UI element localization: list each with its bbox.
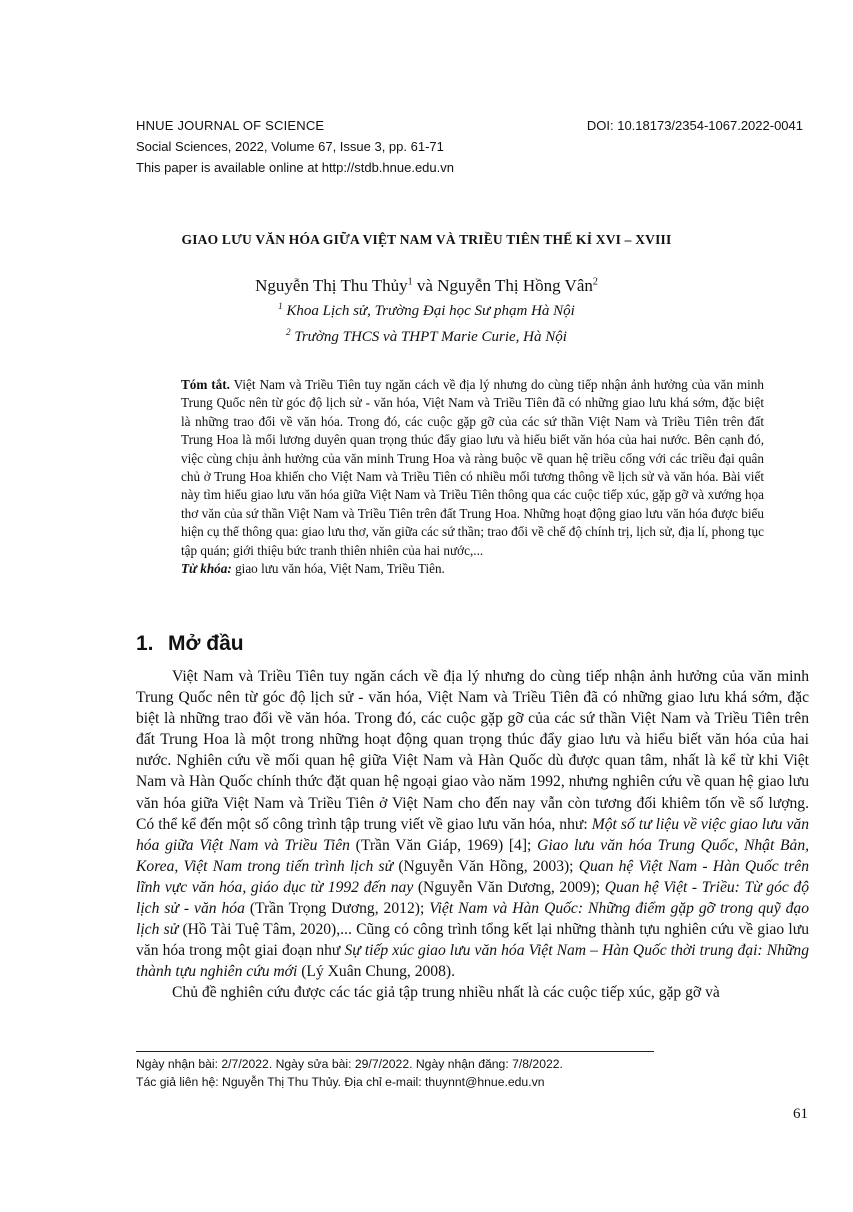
online-availability: This paper is available online at http://stdb.hnue.edu.vn	[136, 160, 454, 175]
footnote-divider	[136, 1051, 654, 1052]
paper-title: GIAO LƯU VĂN HÓA GIỮA VIỆT NAM VÀ TRIỀU TIÊN THẾ KỈ XVI – XVIII	[181, 232, 672, 247]
affiliation-2-mark: 2	[286, 327, 291, 337]
section-title: Mở đầu	[168, 632, 244, 655]
keywords-line	[181, 560, 764, 578]
reference-citation: (Nguyễn Văn Hồng, 2003);	[393, 857, 579, 875]
doi: DOI: 10.18173/2354-1067.2022-0041	[586, 118, 803, 133]
journal-name: HNUE JOURNAL OF SCIENCE	[136, 118, 325, 133]
abstract-text: Việt Nam và Triều Tiên tuy ngăn cách về địa lý nhưng do cùng tiếp nhận ảnh hưởng của văn minh Trung Quốc nên từ góc độ lịch sử - văn hóa, Việt Nam và Triều Tiên đã có những giao lưu khá sớm, đặc biệt là những trao đổi về văn hóa. Trong đó, các cuộc gặp gỡ của các sứ thần Việt Nam và Triều Tiên trên đất Trung Hoa là mối lương duyên quan trọng thúc đẩy giao lưu và hiểu biết văn hóa của hai nước. Bên cạnh đó, việc cùng chịu ảnh hưởng của văn minh Trung Hoa và ràng buộc về quan hệ triều cống với các triều đại quân chủ ở Trung Hoa khiến cho Việt Nam và Triều Tiên có nhiều mối tương thông về lịch sử và văn hóa. Bài viết này tìm hiểu giao lưu văn hóa giữa Việt Nam và Triều Tiên thông qua các cuộc tiếp xúc, gặp gỡ và xướng họa thơ văn của sứ thần Việt Nam và Triều Tiên trên đất Trung Hoa. Những hoạt động giao lưu văn hóa được biểu hiện cụ thể thông qua: giao lưu thơ, văn giữa các sứ thần; trao đổi về chế độ chính trị, lịch sử, địa lí, phong tục tập quán; giới thiệu bức tranh thiên nhiên của hai nước,...	[181, 377, 764, 558]
keywords-label: Từ khóa:	[181, 561, 232, 577]
section-number: 1.	[136, 632, 154, 655]
author-conjunction: và	[412, 276, 438, 295]
reference-citation: (Trần Văn Giáp, 1969) [4];	[349, 836, 538, 854]
page-number: 61	[793, 1106, 808, 1122]
affiliation-2	[0, 327, 853, 347]
author-1-affil-mark: 1	[407, 276, 413, 288]
reference-title: Sự tiếp xúc giao lưu văn hóa Việt Nam – Hàn Quốc thời trung đại: Những thành tựu nghiên cứu mới	[136, 942, 809, 981]
section-heading	[136, 632, 244, 656]
body-text	[136, 666, 809, 1004]
reference-citation: (Trần Trọng Dương, 2012);	[244, 900, 430, 918]
reference-citation: (Lý Xuân Chung, 2008).	[297, 963, 455, 981]
reference-title: Quan hệ Việt Nam - Hàn Quốc trên lĩnh vực văn hóa, giáo dục từ 1992 đến nay	[136, 857, 809, 896]
affiliation-1-text: Khoa Lịch sử, Trường Đại học Sư phạm Hà Nội	[282, 303, 575, 319]
author-2: Nguyễn Thị Hồng Vân	[437, 276, 593, 295]
abstract-paragraph	[181, 376, 764, 560]
authors-line	[0, 275, 853, 297]
footnote-dates: Ngày nhận bài: 2/7/2022. Ngày sửa bài: 29/7/2022. Ngày nhận đăng: 7/8/2022.	[136, 1057, 563, 1071]
body-text-run: Việt Nam và Triều Tiên tuy ngăn cách về địa lý nhưng do cùng tiếp nhận ảnh hưởng của văn minh Trung Quốc nên từ góc độ lịch sử - văn hóa, Việt Nam và Triều Tiên đã có những giao lưu khá sớm, đặc biệt là những trao đổi về văn hóa. Trong đó, các cuộc gặp gỡ của các sứ thần Việt Nam và Triều Tiên trên đất Trung Hoa là một trong những hoạt động quan trọng thúc đẩy giao lưu và hiểu biết văn hóa của hai nước. Nghiên cứu về mối quan hệ giữa Việt Nam và Hàn Quốc dù được quan tâm, nhất là kể từ khi Việt Nam và Hàn Quốc chính thức đặt quan hệ ngoại giao vào năm 1992, nhưng nghiên cứu về quan hệ giao lưu văn hóa giữa Việt Nam và Triều Tiên ở Việt Nam cho đến nay vẫn còn tương đối khiêm tốn về số lượng. Có thể kể đến một số công trình tập trung viết về giao lưu văn hóa, như:	[136, 668, 809, 833]
journal-issue: Social Sciences, 2022, Volume 67, Issue 3, pp. 61-71	[136, 139, 444, 154]
abstract	[181, 376, 764, 578]
keywords-text: giao lưu văn hóa, Việt Nam, Triều Tiên.	[231, 561, 445, 577]
body-paragraph-2: Chủ đề nghiên cứu được các tác giả tập trung nhiều nhất là các cuộc tiếp xúc, gặp gỡ và	[172, 984, 720, 1002]
footnote-contact: Tác giả liên hệ: Nguyễn Thị Thu Thủy. Địa chỉ e-mail: thuynnt@hnue.edu.vn	[136, 1075, 545, 1089]
reference-title: Việt Nam và Hàn Quốc: Những điểm gặp gỡ trong quỹ đạo lịch sử	[136, 900, 809, 939]
reference-title: Quan hệ Việt - Triều: Từ góc độ lịch sử - văn hóa	[136, 878, 810, 918]
reference-title: Một số tư liệu về việc giao lưu văn hóa giữa Việt Nam và Triều Tiên	[136, 815, 809, 854]
affiliation-1	[0, 301, 853, 321]
reference-citation: (Nguyễn Văn Dương, 2009);	[413, 878, 605, 896]
affiliation-2-text: Trường THCS và THPT Marie Curie, Hà Nội	[290, 329, 567, 345]
reference-citation: (Hồ Tài Tuệ Tâm, 2020),... Cũng có công trình tổng kết lại những thành tựu nghiên cứu về giao lưu văn hóa trong một giai đoạn như	[136, 921, 809, 960]
reference-title: Giao lưu văn hóa Trung Quốc, Nhật Bản, Korea, Việt Nam trong tiến trình lịch sử	[136, 836, 810, 875]
affiliation-1-mark: 1	[278, 301, 283, 311]
abstract-label: Tóm tắt.	[181, 377, 230, 392]
author-1: Nguyễn Thị Thu Thủy	[255, 276, 408, 295]
body-paragraph-1	[136, 666, 809, 982]
author-2-affil-mark: 2	[592, 276, 598, 288]
